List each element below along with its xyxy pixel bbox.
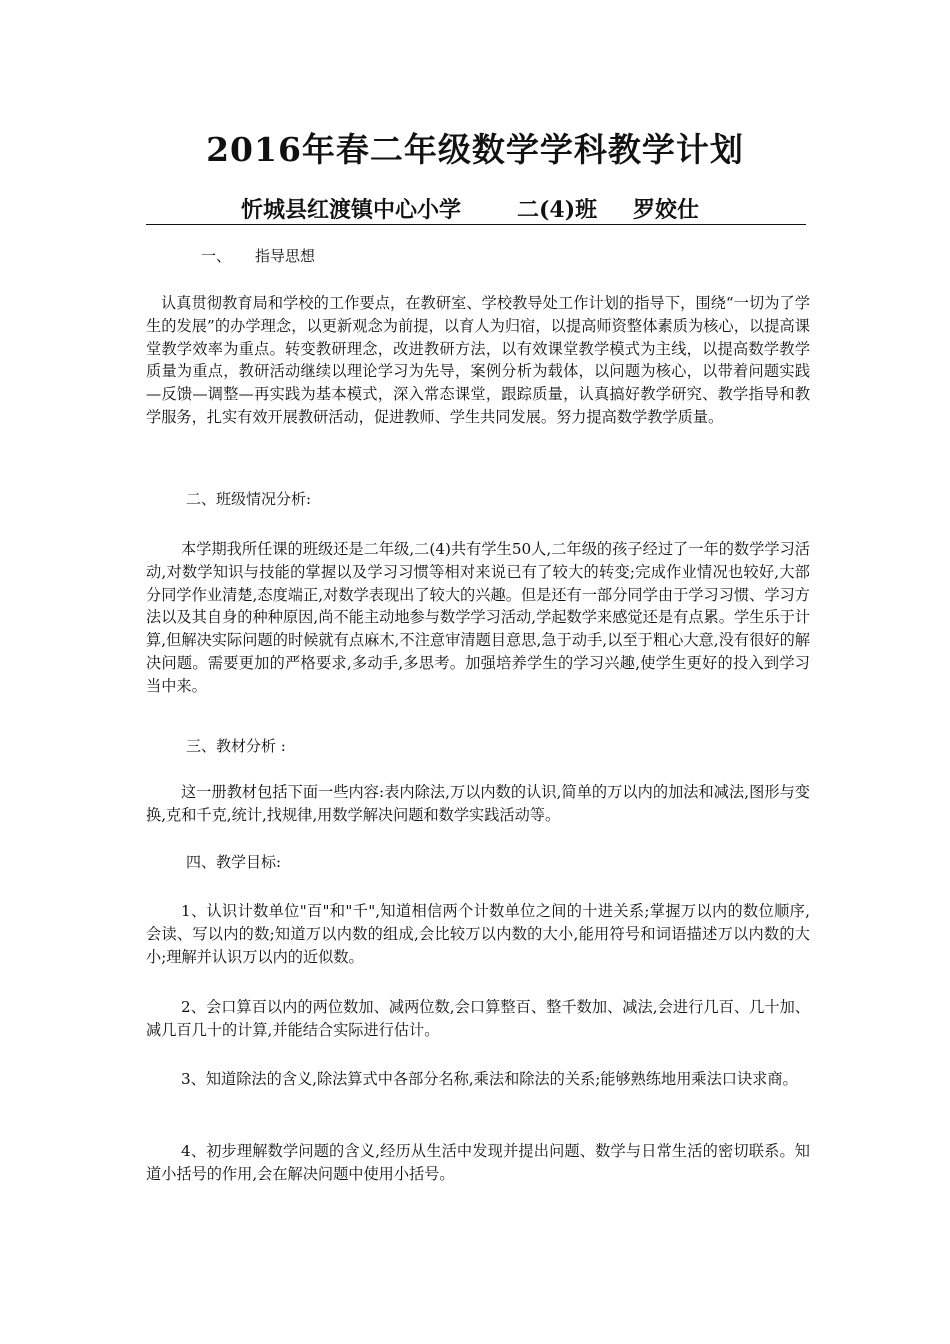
section-4-paragraph-1: 1、认识计数单位"百"和"千",知道相信两个计数单位之间的十进关系;掌握万以内的数位顺序,会读、写以内的数;知道万以内数的组成,会比较万以内数的大小,能用符号和词语描述万以内数的大小;理解并认识万以内的近似数。 — [146, 902, 810, 966]
section-4-paragraph-4: 4、初步理解数学问题的含义,经历从生活中发现并提出问题、数学与日常生活的密切联系。知道小括号的作用,会在解决问题中使用小括号。 — [146, 1142, 810, 1183]
section-heading-1 — [201, 245, 315, 267]
section-heading-3: 三、教材分析 : — [186, 737, 286, 755]
teacher-name: 罗姣仕 — [633, 197, 700, 223]
section-2-paragraph-1: 本学期我所任课的班级还是二年级,二(4)共有学生50人,二年级的孩子经过了一年的数学学习活动,对数学知识与技能的掌握以及学习习惯等相对来说已有了较大的转变;完成作业情况也较好,大部分同学作业清楚,态度端正,对数学表现出了较大的兴趣。但是还有一部分同学由于学习习惯、学习方法以及其自身的种种原因,尚不能主动地参与数学学习活动,学起数学来感觉还是有点累。学生乐于计算,但解决实际问题的时候就有点麻木,不注意审清题目意思,急于动手,以至于粗心大意,没有很好的解决问题。需要更加的严格要求,多动手,多思考。加强培养学生的学习兴趣,使学生更好的投入到学习当中来。 — [146, 540, 810, 695]
section-4-paragraph-2: 2、会口算百以内的两位数加、减两位数,会口算整百、整千数加、减法,会进行几百、几十加、减几百几十的计算,并能结合实际进行估计。 — [146, 998, 810, 1039]
school-name: 忻城县红渡镇中心小学 — [241, 197, 462, 223]
document-title: 2016年春二年级数学学科教学计划 — [206, 130, 744, 169]
section-heading-1-number: 一、 — [201, 247, 232, 265]
class-name: 二(4)班 — [517, 197, 598, 223]
document-subtitle — [146, 196, 806, 225]
section-3-paragraph-1: 这一册教材包括下面一些内容:表内除法,万以内数的认识,简单的万以内的加法和减法,图形与变换,克和千克,统计,找规律,用数学解决问题和数学实践活动等。 — [146, 783, 810, 824]
section-heading-1-text: 指导思想 — [255, 247, 316, 265]
section-4-paragraph-3: 3、知道除法的含义,除法算式中各部分名称,乘法和除法的关系;能够熟练地用乘法口诀求商。 — [181, 1070, 798, 1088]
section-1-paragraph-1: 认真贯彻教育局和学校的工作要点，在教研室、学校教导处工作计划的指导下，围绕“一切为了学生的发展”的办学理念，以更新观念为前提，以育人为归宿，以提高师资整体素质为核心，以提高课堂教学效率为重点。转变教研理念，改进教研方法，以有效课堂教学模式为主线，以提高数学教学质量为重点，教研活动继续以理论学习为先导，案例分析为载体，以问题为核心，以带着问题实践—反馈—调整—再实践为基本模式，深入常态课堂，跟踪质量，认真搞好教学研究、教学指导和教学服务，扎实有效开展教研活动，促进教师、学生共同发展。努力提高数学教学质量。 — [146, 294, 810, 426]
section-heading-4: 四、教学目标: — [186, 853, 282, 871]
section-heading-2: 二、班级情况分析: — [186, 490, 312, 508]
